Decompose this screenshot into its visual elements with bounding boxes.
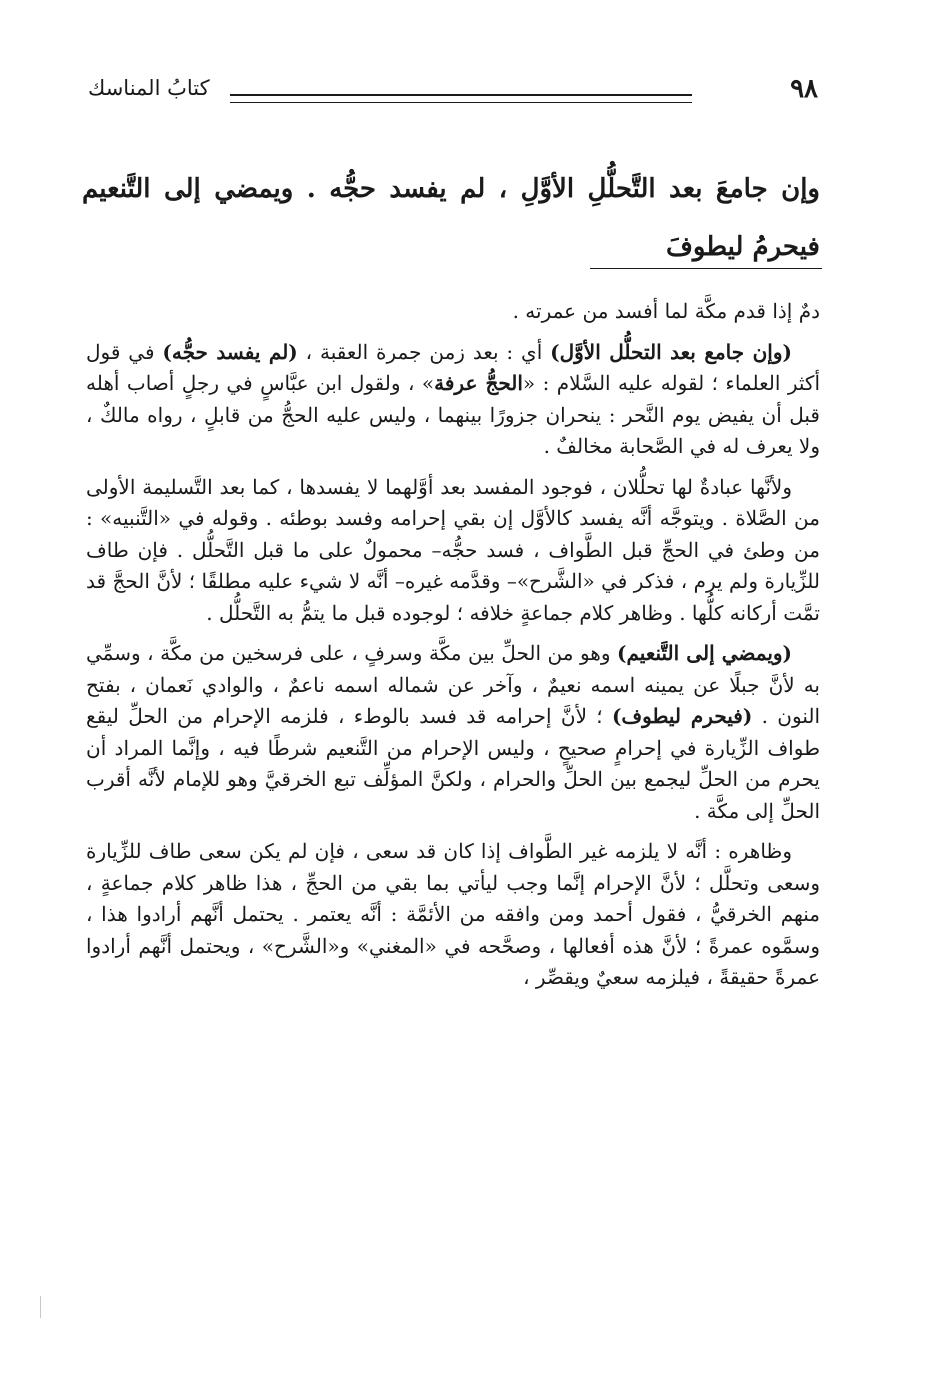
page-header bbox=[88, 74, 818, 114]
commentary-paragraph-5: وظاهره : أنَّه لا يلزمه غير الطَّواف إذا كان قد سعى ، فإن لم يكن سعى طاف للزِّيارة وسعى وتحلَّل ؛ لأنَّ الإحرام إنَّما وجب ليأتي بما بقي من الحجِّ ، هذا ظاهر كلام جماعةٍ ، منهم الخرقيُّ ، فقول أحمد ومن وافقه من الأئمَّة : أنَّه يعتمر . يحتمل أنَّهم أرادوا هذا ، وسمَّوه عمرةً ؛ لأنَّ هذه أفعالها ، وصحَّحه في «المغني» و«الشَّرح» ، ويحتمل أنَّهم أرادوا عمرةً حقيقةً ، فيلزمه سعيٌ ويقصِّر ، bbox=[86, 839, 820, 989]
commentary-body bbox=[86, 296, 820, 1003]
commentary-text: وهو من الحلِّ بين مكَّة وسرفٍ ، على فرسخين من مكَّة ، وسمِّي به لأنَّ جبلًا عن يمينه اسمه نعيمٌ ، وآخر عن شماله اسمه ناعمٌ ، والوادي نَعمان ، بفتح النون . bbox=[86, 641, 821, 728]
running-title: كتابُ المناسك bbox=[88, 76, 210, 100]
page-number: ٩٨ bbox=[790, 74, 818, 104]
hadith-quote: الحجُّ عرفة bbox=[434, 371, 523, 395]
commentary-paragraph-2 bbox=[86, 337, 820, 463]
matn-quote: (وإن جامع بعد التحلُّل الأوَّل) bbox=[550, 339, 792, 364]
commentary-text: أي : بعد زمن جمرة العقبة ، bbox=[297, 339, 551, 364]
commentary-paragraph-3: ولأنَّها عبادةٌ لها تحلُّلان ، فوجود المفسد بعد أوَّلهما لا يفسدها ، كما بعد التَّسليمة الأولى من الصَّلاة . ويتوجَّه أنَّه يفسد كالأوَّل إن بقي إحرامه وفسد بوطئه . وقوله في «التَّنبيه» : من وطئ في الحجِّ قبل الطَّواف ، فسد حجُّه– محمولٌ على ما قبل التَّحلُّل . فإن طاف للزِّيارة ولم يرم ، فذكر في «الشَّرح»– وقدَّمه غيره– أنَّه لا شيء عليه مطلقًا ؛ لأنَّ الحجَّ قد تمَّت أركانه كلُّها . وظاهر كلام جماعةٍ خلافه ؛ لوجوده قبل ما يتمُّ به التَّحلُّل . bbox=[86, 474, 820, 625]
commentary-paragraph-1: دمٌ إذا قدم مكَّة لما أفسد من عمرته . bbox=[512, 299, 820, 323]
matn-separator-rule bbox=[590, 268, 822, 269]
matn-quote: (فيحرم ليطوف) bbox=[611, 704, 753, 728]
matn-quote: (ويمضي إلى التَّنعيم) bbox=[617, 641, 793, 665]
commentary-paragraph-4 bbox=[86, 638, 820, 827]
commentary-text: » ، ولقول ابن عبَّاسٍ في رجلٍ أصاب أهله قبل أن يفيض يوم النَّحر : ينحران جزورًا بينهما ، وليس عليه الحجُّ من قابلٍ ، رواه مالكٌ ، ولا يعرف له في الصَّحابة مخالفٌ . bbox=[86, 371, 820, 458]
commentary-text: ؛ لأنَّ إحرامه قد فسد بالوطء ، فلزمه الإحرام من الحلِّ ليقع طواف الزِّيارة في إحرامٍ صحيحٍ ، وليس الإحرام من التَّنعيم شرطًا فيه ، وإنَّما المراد أن يحرم من الحلِّ ليجمع بين الحلِّ والحرام ، ولكنَّ المؤلِّف تبع الخرقيَّ وهو للإمام لأنَّه أقرب الحلِّ إلى مكَّة . bbox=[86, 704, 820, 823]
commentary-text: في قول أكثر العلماء ؛ لقوله عليه السَّلام : « bbox=[86, 339, 820, 395]
scan-edge-mark bbox=[40, 1296, 45, 1318]
matn-quote: (لم يفسد حجُّه) bbox=[162, 339, 298, 364]
matn-text: وإن جامعَ بعد التَّحلُّلِ الأوَّلِ ، لم يفسد حجُّه . ويمضي إلى التَّنعيم فيحرمُ ليطوفَ bbox=[82, 174, 820, 262]
header-rule bbox=[230, 94, 692, 103]
